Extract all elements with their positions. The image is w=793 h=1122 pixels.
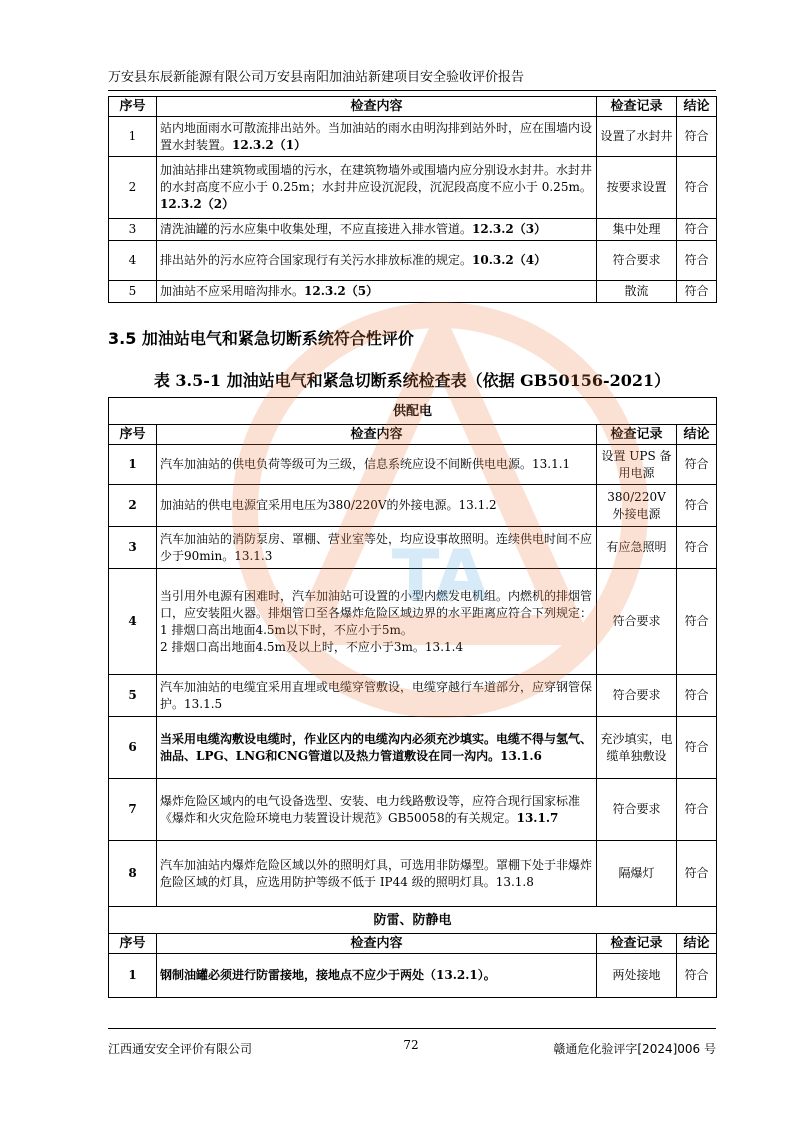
table-row [109, 527, 717, 569]
section-title: 3.5 加油站电气和紧急切断系统符合性评价 [108, 329, 414, 348]
row-content: 钢制油罐必须进行防雷接地，接地点不应少于两处（13.2.1）。 [157, 954, 597, 998]
row-result: 符合 [677, 779, 717, 841]
row-result: 符合 [677, 717, 717, 779]
row-result: 符合 [677, 841, 717, 907]
row-no: 8 [109, 841, 157, 907]
row-content: 加油站的供电电源宜采用电压为380/220V的外接电源。13.1.2 [157, 485, 597, 527]
table-row [109, 157, 717, 219]
row-record: 符合要求 [597, 675, 677, 717]
row-record: 散流 [597, 281, 677, 303]
row-content: 当采用电缆沟敷设电缆时，作业区内的电缆沟内必须充沙填实。电缆不得与氢气、油品、LPG、LNG和CNG管道以及热力管道敷设在同一沟内。13.1.6 [157, 717, 597, 779]
col-header-no: 序号 [109, 97, 157, 117]
row-result: 符合 [677, 117, 717, 157]
row-no: 4 [109, 241, 157, 281]
table-row [109, 717, 717, 779]
row-no: 5 [109, 281, 157, 303]
table-row [109, 779, 717, 841]
drainage-check-table [108, 96, 717, 303]
table-header-row [109, 97, 717, 117]
row-result: 符合 [677, 954, 717, 998]
row-content: 站内地面雨水可散流排出站外。当加油站的雨水由明沟排到站外时，应在围墙内设置水封装置。12.3.2（1） [157, 117, 597, 157]
row-content: 爆炸危险区域内的电气设备选型、安装、电力线路敷设等，应符合现行国家标准《爆炸和火灾危险环境电力装置设计规范》GB50058的有关规定。13.1.7 [157, 779, 597, 841]
table-row [109, 117, 717, 157]
row-record: 设置了水封井 [597, 117, 677, 157]
row-result: 符合 [677, 445, 717, 485]
row-no: 3 [109, 219, 157, 241]
row-result: 符合 [677, 219, 717, 241]
table-header-row [109, 934, 717, 954]
table-row [109, 281, 717, 303]
col-header-content: 检查内容 [157, 97, 597, 117]
table-header-row [109, 425, 717, 445]
col-header-record: 检查记录 [597, 934, 677, 954]
electrical-check-table [108, 397, 717, 998]
col-header-content: 检查内容 [157, 934, 597, 954]
table-row [109, 841, 717, 907]
row-record: 隔爆灯 [597, 841, 677, 907]
table-row [109, 485, 717, 527]
row-record: 符合要求 [597, 241, 677, 281]
table-row [109, 241, 717, 281]
row-record: 按要求设置 [597, 157, 677, 219]
row-no: 3 [109, 527, 157, 569]
row-record: 符合要求 [597, 779, 677, 841]
row-result: 符合 [677, 281, 717, 303]
col-header-result: 结论 [677, 425, 717, 445]
row-record: 充沙填实，电缆单独敷设 [597, 717, 677, 779]
row-result: 符合 [677, 569, 717, 675]
col-header-record: 检查记录 [597, 425, 677, 445]
table-title: 表 3.5-1 加油站电气和紧急切断系统检查表（依据 GB50156-2021） [153, 371, 671, 390]
col-header-content: 检查内容 [157, 425, 597, 445]
row-no: 2 [109, 157, 157, 219]
table-row [109, 954, 717, 998]
row-content-line: 当引用外电源有困难时，汽车加油站可设置的小型内燃发电机组。内燃机的排烟管口，应安装阻火器。排烟管口至各爆炸危险区域边界的水平距离应符合下列规定： [160, 588, 593, 620]
row-result: 符合 [677, 485, 717, 527]
row-content: 加油站排出建筑物或围墙的污水，在建筑物墙外或围墙内应分别设水封井。水封井的水封高度不应小于 0.25m；水封井应设沉泥段，沉泥段高度不应小于 0.25m。12.3.2（2） [157, 157, 597, 219]
page-header: 万安县东辰新能源有限公司万安县南阳加油站新建项目安全验收评价报告 [108, 70, 525, 85]
row-content [157, 569, 597, 675]
seal-letters: TA [391, 535, 489, 617]
row-result: 符合 [677, 157, 717, 219]
row-record: 设置 UPS 备用电源 [597, 445, 677, 485]
row-record: 有应急照明 [597, 527, 677, 569]
row-record: 380/220V 外接电源 [597, 485, 677, 527]
table-row [109, 445, 717, 485]
row-no: 2 [109, 485, 157, 527]
group-title: 供配电 [109, 398, 717, 425]
table-row [109, 675, 717, 717]
row-no: 1 [109, 117, 157, 157]
group-row-power [109, 398, 717, 425]
row-no: 7 [109, 779, 157, 841]
group-row-lightning [109, 907, 717, 934]
row-result: 符合 [677, 675, 717, 717]
row-content: 汽车加油站的消防泵房、罩棚、营业室等处，均应设事故照明。连续供电时间不应少于90min。13.1.3 [157, 527, 597, 569]
col-header-no: 序号 [109, 425, 157, 445]
row-content: 清洗油罐的污水应集中收集处理，不应直接进入排水管道。12.3.2（3） [157, 219, 597, 241]
row-content: 排出站外的污水应符合国家现行有关污水排放标准的规定。10.3.2（4） [157, 241, 597, 281]
group-title: 防雷、防静电 [109, 907, 717, 934]
table-row [109, 219, 717, 241]
table-row [109, 569, 717, 675]
row-result: 符合 [677, 527, 717, 569]
col-header-record: 检查记录 [597, 97, 677, 117]
footer-doc-number: 赣通危化验评字[2024]006 号 [553, 1042, 716, 1056]
row-result: 符合 [677, 241, 717, 281]
col-header-result: 结论 [677, 934, 717, 954]
row-content: 汽车加油站内爆炸危险区域以外的照明灯具，可选用非防爆型。罩棚下处于非爆炸危险区域的灯具，应选用防护等级不低于 IP44 级的照明灯具。13.1.8 [157, 841, 597, 907]
row-no: 6 [109, 717, 157, 779]
row-no: 1 [109, 954, 157, 998]
row-record: 两处接地 [597, 954, 677, 998]
row-no: 1 [109, 445, 157, 485]
footer-company: 江西通安安全评价有限公司 [108, 1042, 253, 1056]
col-header-no: 序号 [109, 934, 157, 954]
row-content: 加油站不应采用暗沟排水。12.3.2（5） [157, 281, 597, 303]
row-content: 汽车加油站的供电负荷等级可为三级，信息系统应设不间断供电电源。13.1.1 [157, 445, 597, 485]
row-record: 符合要求 [597, 569, 677, 675]
row-content: 汽车加油站的电缆宜采用直埋或电缆穿管敷设，电缆穿越行车道部分，应穿钢管保护。13.1.5 [157, 675, 597, 717]
row-content-line: 1 排烟口高出地面4.5m以下时，不应小于5m。 [160, 622, 413, 637]
row-content-line: 2 排烟口高出地面4.5m及以上时，不应小于3m。13.1.4 [160, 639, 464, 654]
row-no: 5 [109, 675, 157, 717]
row-record: 集中处理 [597, 219, 677, 241]
col-header-result: 结论 [677, 97, 717, 117]
header-rule [108, 90, 716, 91]
page-number: 72 [403, 1038, 419, 1052]
footer-rule [108, 1028, 716, 1029]
row-no: 4 [109, 569, 157, 675]
